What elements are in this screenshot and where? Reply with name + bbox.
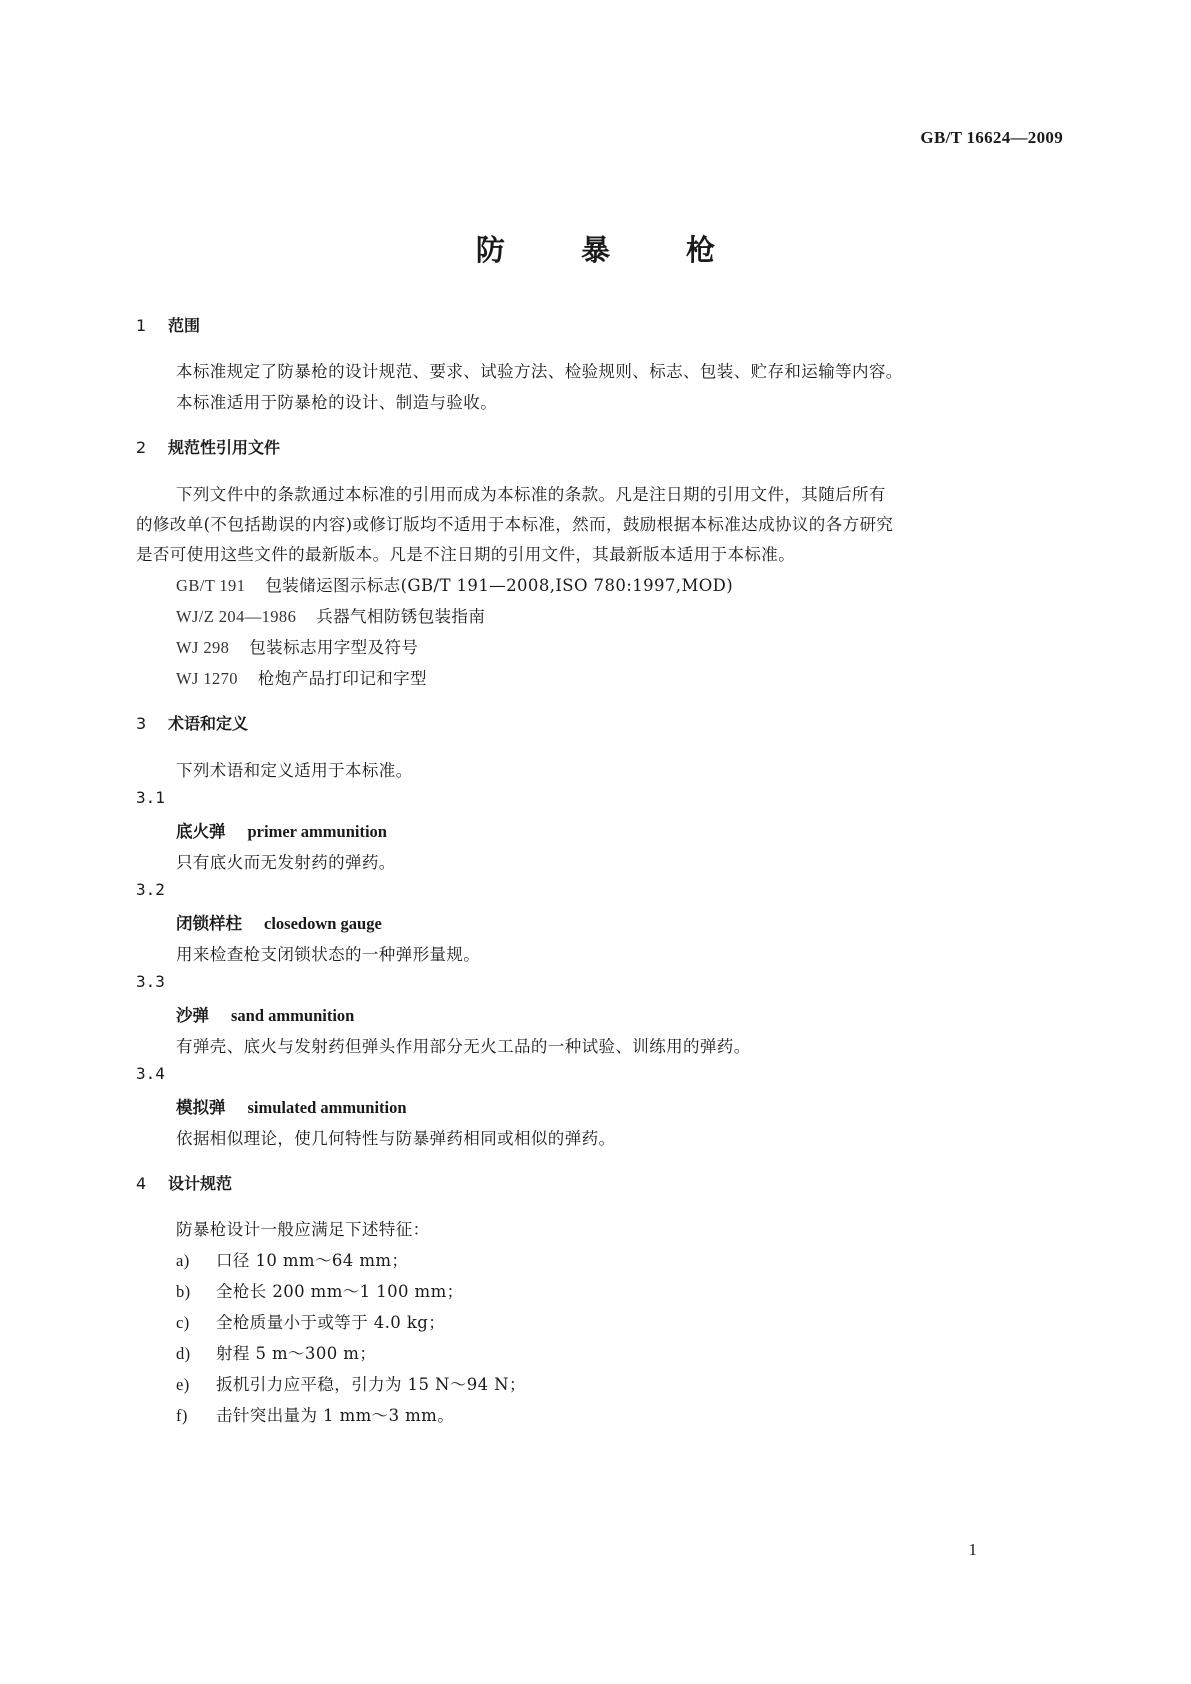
clause-number: 3.3 — [136, 972, 165, 991]
list-item — [176, 1278, 464, 1302]
term-en: primer ammunition — [247, 822, 387, 841]
list-item — [176, 1340, 376, 1364]
term-definition: 用来检查枪支闭锁状态的一种弹形量规。 — [176, 945, 481, 964]
reference-item — [176, 665, 427, 689]
page-number: 1 — [968, 1540, 977, 1559]
list-item-text: 射程 5 m～300 m； — [216, 1344, 377, 1363]
paragraph: 下列术语和定义适用于本标准。 — [176, 761, 413, 780]
reference-code: WJ 1270 — [176, 669, 238, 688]
list-item-text: 击针突出量为 1 mm～3 mm。 — [216, 1406, 455, 1425]
reference-item — [176, 603, 485, 627]
term-zh: 沙弹 — [176, 1006, 209, 1025]
paragraph-line: 下列文件中的条款通过本标准的引用而成为本标准的条款。凡是注日期的引用文件，其随后所有 — [176, 485, 886, 504]
section-title: 设计规范 — [168, 1174, 233, 1193]
term-zh: 底火弹 — [176, 822, 226, 841]
term-definition: 依据相似理论，使几何特性与防暴弹药相同或相似的弹药。 — [176, 1129, 616, 1148]
list-item-text: 口径 10 mm～64 mm； — [216, 1251, 409, 1270]
reference-item — [176, 572, 733, 596]
list-item-text: 扳机引力应平稳，引力为 15 N～94 N； — [216, 1375, 526, 1394]
list-item-label: e) — [176, 1375, 190, 1394]
list-item-label: a) — [176, 1251, 190, 1270]
term-definition: 只有底火而无发射药的弹药。 — [176, 853, 396, 872]
list-item-text: 全枪质量小于或等于 4.0 kg； — [216, 1313, 446, 1332]
paragraph: 本标准规定了防暴枪的设计规范、要求、试验方法、检验规则、标志、包装、贮存和运输等内容。 — [176, 362, 903, 381]
section-heading-terms — [136, 711, 248, 734]
reference-item — [176, 634, 418, 658]
list-item — [176, 1309, 445, 1333]
term-en: closedown gauge — [264, 914, 382, 933]
list-item — [176, 1402, 454, 1426]
term-en: simulated ammunition — [247, 1098, 407, 1117]
list-item-label: b) — [176, 1282, 191, 1301]
term-entry — [176, 1094, 407, 1118]
section-heading-scope — [136, 313, 200, 336]
reference-code: WJ 298 — [176, 638, 230, 657]
title-char: 枪 — [686, 233, 716, 267]
standard-code: GB/T 16624—2009 — [920, 128, 1063, 147]
term-zh: 闭锁样柱 — [176, 914, 242, 933]
clause-number: 3.1 — [136, 788, 165, 807]
paragraph: 本标准适用于防暴枪的设计、制造与验收。 — [176, 393, 498, 412]
term-en: sand ammunition — [231, 1006, 355, 1025]
term-entry — [176, 818, 387, 842]
list-item-label: c) — [176, 1313, 190, 1332]
section-heading-design — [136, 1171, 232, 1194]
section-title: 范围 — [168, 316, 201, 335]
title-char: 暴 — [580, 233, 610, 267]
section-title: 规范性引用文件 — [168, 438, 281, 457]
list-item — [176, 1247, 408, 1271]
reference-title: 包装储运图示标志(GB/T 191—2008,ISO 780:1997,MOD) — [265, 576, 734, 595]
term-entry — [176, 1002, 354, 1026]
reference-title: 兵器气相防锈包装指南 — [316, 607, 486, 626]
section-number: 4 — [136, 1174, 147, 1193]
document-title — [0, 228, 1191, 269]
reference-title: 包装标志用字型及符号 — [249, 638, 419, 657]
list-item-label: d) — [176, 1344, 191, 1363]
reference-code: GB/T 191 — [176, 576, 246, 595]
section-title: 术语和定义 — [168, 714, 249, 733]
section-number: 3 — [136, 714, 147, 733]
reference-title: 枪炮产品打印记和字型 — [257, 669, 427, 688]
clause-number: 3.2 — [136, 880, 165, 899]
list-item-text: 全枪长 200 mm～1 100 mm； — [216, 1282, 464, 1301]
section-heading-normative-references — [136, 435, 280, 458]
section-number: 2 — [136, 438, 147, 457]
paragraph-line: 的修改单(不包括勘误的内容)或修订版均不适用于本标准，然而，鼓励根据本标准达成协议的各方研究 — [136, 515, 894, 534]
section-number: 1 — [136, 316, 147, 335]
paragraph-line: 是否可使用这些文件的最新版本。凡是不注日期的引用文件，其最新版本适用于本标准。 — [136, 545, 796, 564]
reference-code: WJ/Z 204—1986 — [176, 607, 297, 626]
term-zh: 模拟弹 — [176, 1098, 226, 1117]
term-definition: 有弹壳、底火与发射药但弹头作用部分无火工品的一种试验、训练用的弹药。 — [176, 1037, 751, 1056]
list-item-label: f) — [176, 1406, 188, 1425]
clause-number: 3.4 — [136, 1064, 165, 1083]
list-item — [176, 1371, 526, 1395]
title-char: 防 — [475, 233, 505, 267]
paragraph: 防暴枪设计一般应满足下述特征： — [176, 1220, 430, 1239]
term-entry — [176, 910, 382, 934]
